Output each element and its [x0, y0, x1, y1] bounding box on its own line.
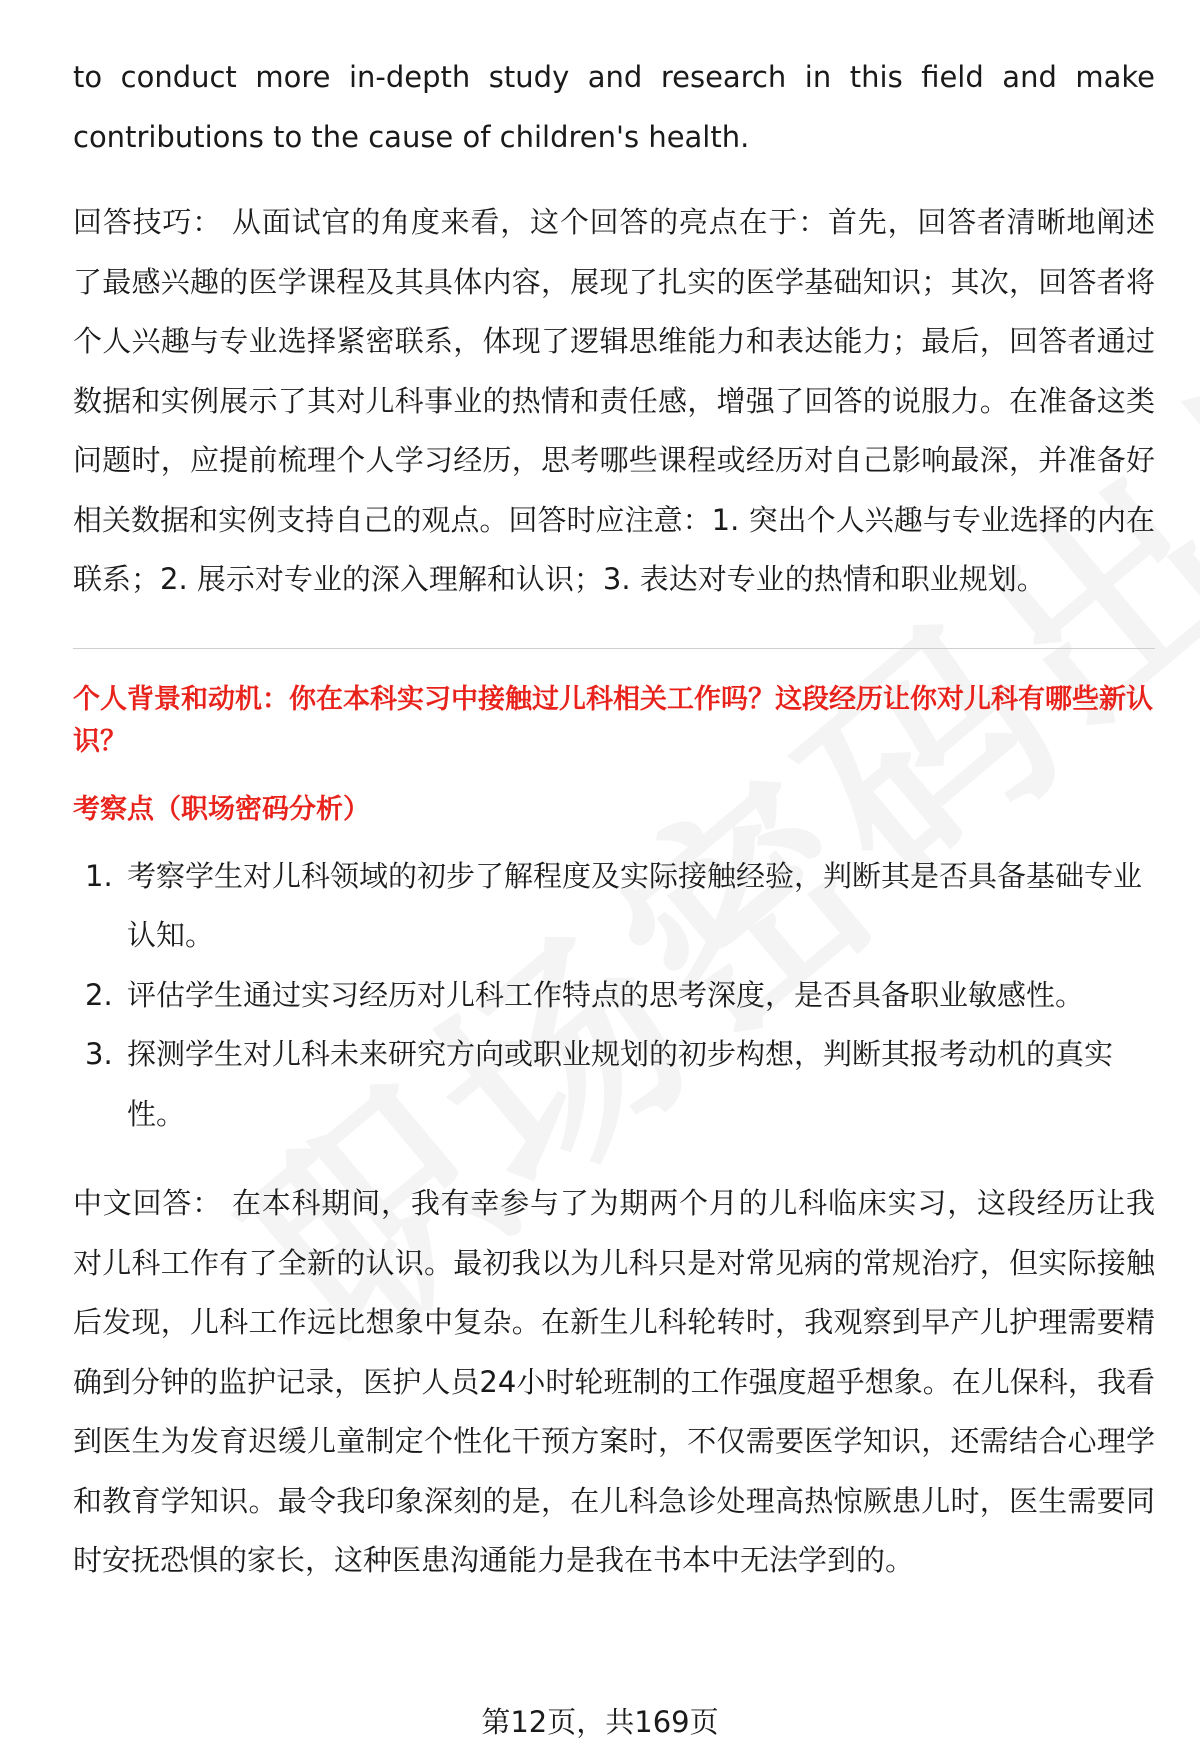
intro-english-paragraph: to conduct more in-depth study and research in this field and make contributions to the cause of children's health.	[73, 60, 1155, 154]
list-item-number: 3.	[85, 1037, 113, 1071]
list-item	[73, 1025, 1155, 1144]
answer-tips-text: 从面试官的角度来看，这个回答的亮点在于：首先，回答者清晰地阐述了最感兴趣的医学课程及其具体内容，展现了扎实的医学基础知识；其次，回答者将个人兴趣与专业选择紧密联系，体现了逻辑思维能力和表达能力；最后，回答者通过数据和实例展示了其对儿科事业的热情和责任感，增强了回答的说服力。在准备这类问题时，应提前梳理个人学习经历，思考哪些课程或经历对自己影响最深，并准备好相关数据和实例支持自己的观点。回答时应注意：1. 突出个人兴趣与专业选择的内在联系；2. 展示对专业的深入理解和认识；3. 表达对专业的热情和职业规划。	[73, 205, 1155, 596]
answer-tips-paragraph	[73, 193, 1155, 610]
page-number-footer: 第12页，共169页	[481, 1705, 719, 1739]
chinese-answer-label: 中文回答：	[73, 1186, 222, 1220]
list-item-text: 探测学生对儿科未来研究方向或职业规划的初步构想，判断其报考动机的真实性。	[127, 1037, 1114, 1131]
question-heading: 个人背景和动机：你在本科实习中接触过儿科相关工作吗？这段经历让你对儿科有哪些新认识？	[73, 683, 1153, 757]
list-item	[73, 847, 1155, 966]
list-item	[73, 966, 1155, 1026]
exam-points-heading: 考察点（职场密码分析）	[73, 793, 370, 825]
section-divider	[73, 648, 1155, 649]
chinese-answer-text: 在本科期间，我有幸参与了为期两个月的儿科临床实习，这段经历让我对儿科工作有了全新的认识。最初我以为儿科只是对常见病的常规治疗，但实际接触后发现，儿科工作远比想象中复杂。在新生儿科轮转时，我观察到早产儿护理需要精确到分钟的监护记录，医护人员24小时轮班制的工作强度超乎想象。在儿保科，我看到医生为发育迟缓儿童制定个性化干预方案时，不仅需要医学知识，还需结合心理学和教育学知识。最令我印象深刻的是，在儿科急诊处理高热惊厥患儿时，医生需要同时安抚恐惧的家长，这种医患沟通能力是我在书本中无法学到的。	[73, 1186, 1155, 1577]
document-page	[73, 48, 1155, 1591]
list-item-number: 2.	[85, 977, 113, 1012]
chinese-answer-paragraph	[73, 1174, 1155, 1591]
list-item-text: 考察学生对儿科领域的初步了解程度及实际接触经验，判断其是否具备基础专业认知。	[127, 858, 1143, 952]
list-item-text: 评估学生通过实习经历对儿科工作特点的思考深度，是否具备职业敏感性。	[127, 977, 1085, 1012]
answer-tips-label: 回答技巧：	[73, 205, 222, 239]
exam-points-list	[73, 847, 1155, 1145]
list-item-number: 1.	[85, 858, 113, 893]
